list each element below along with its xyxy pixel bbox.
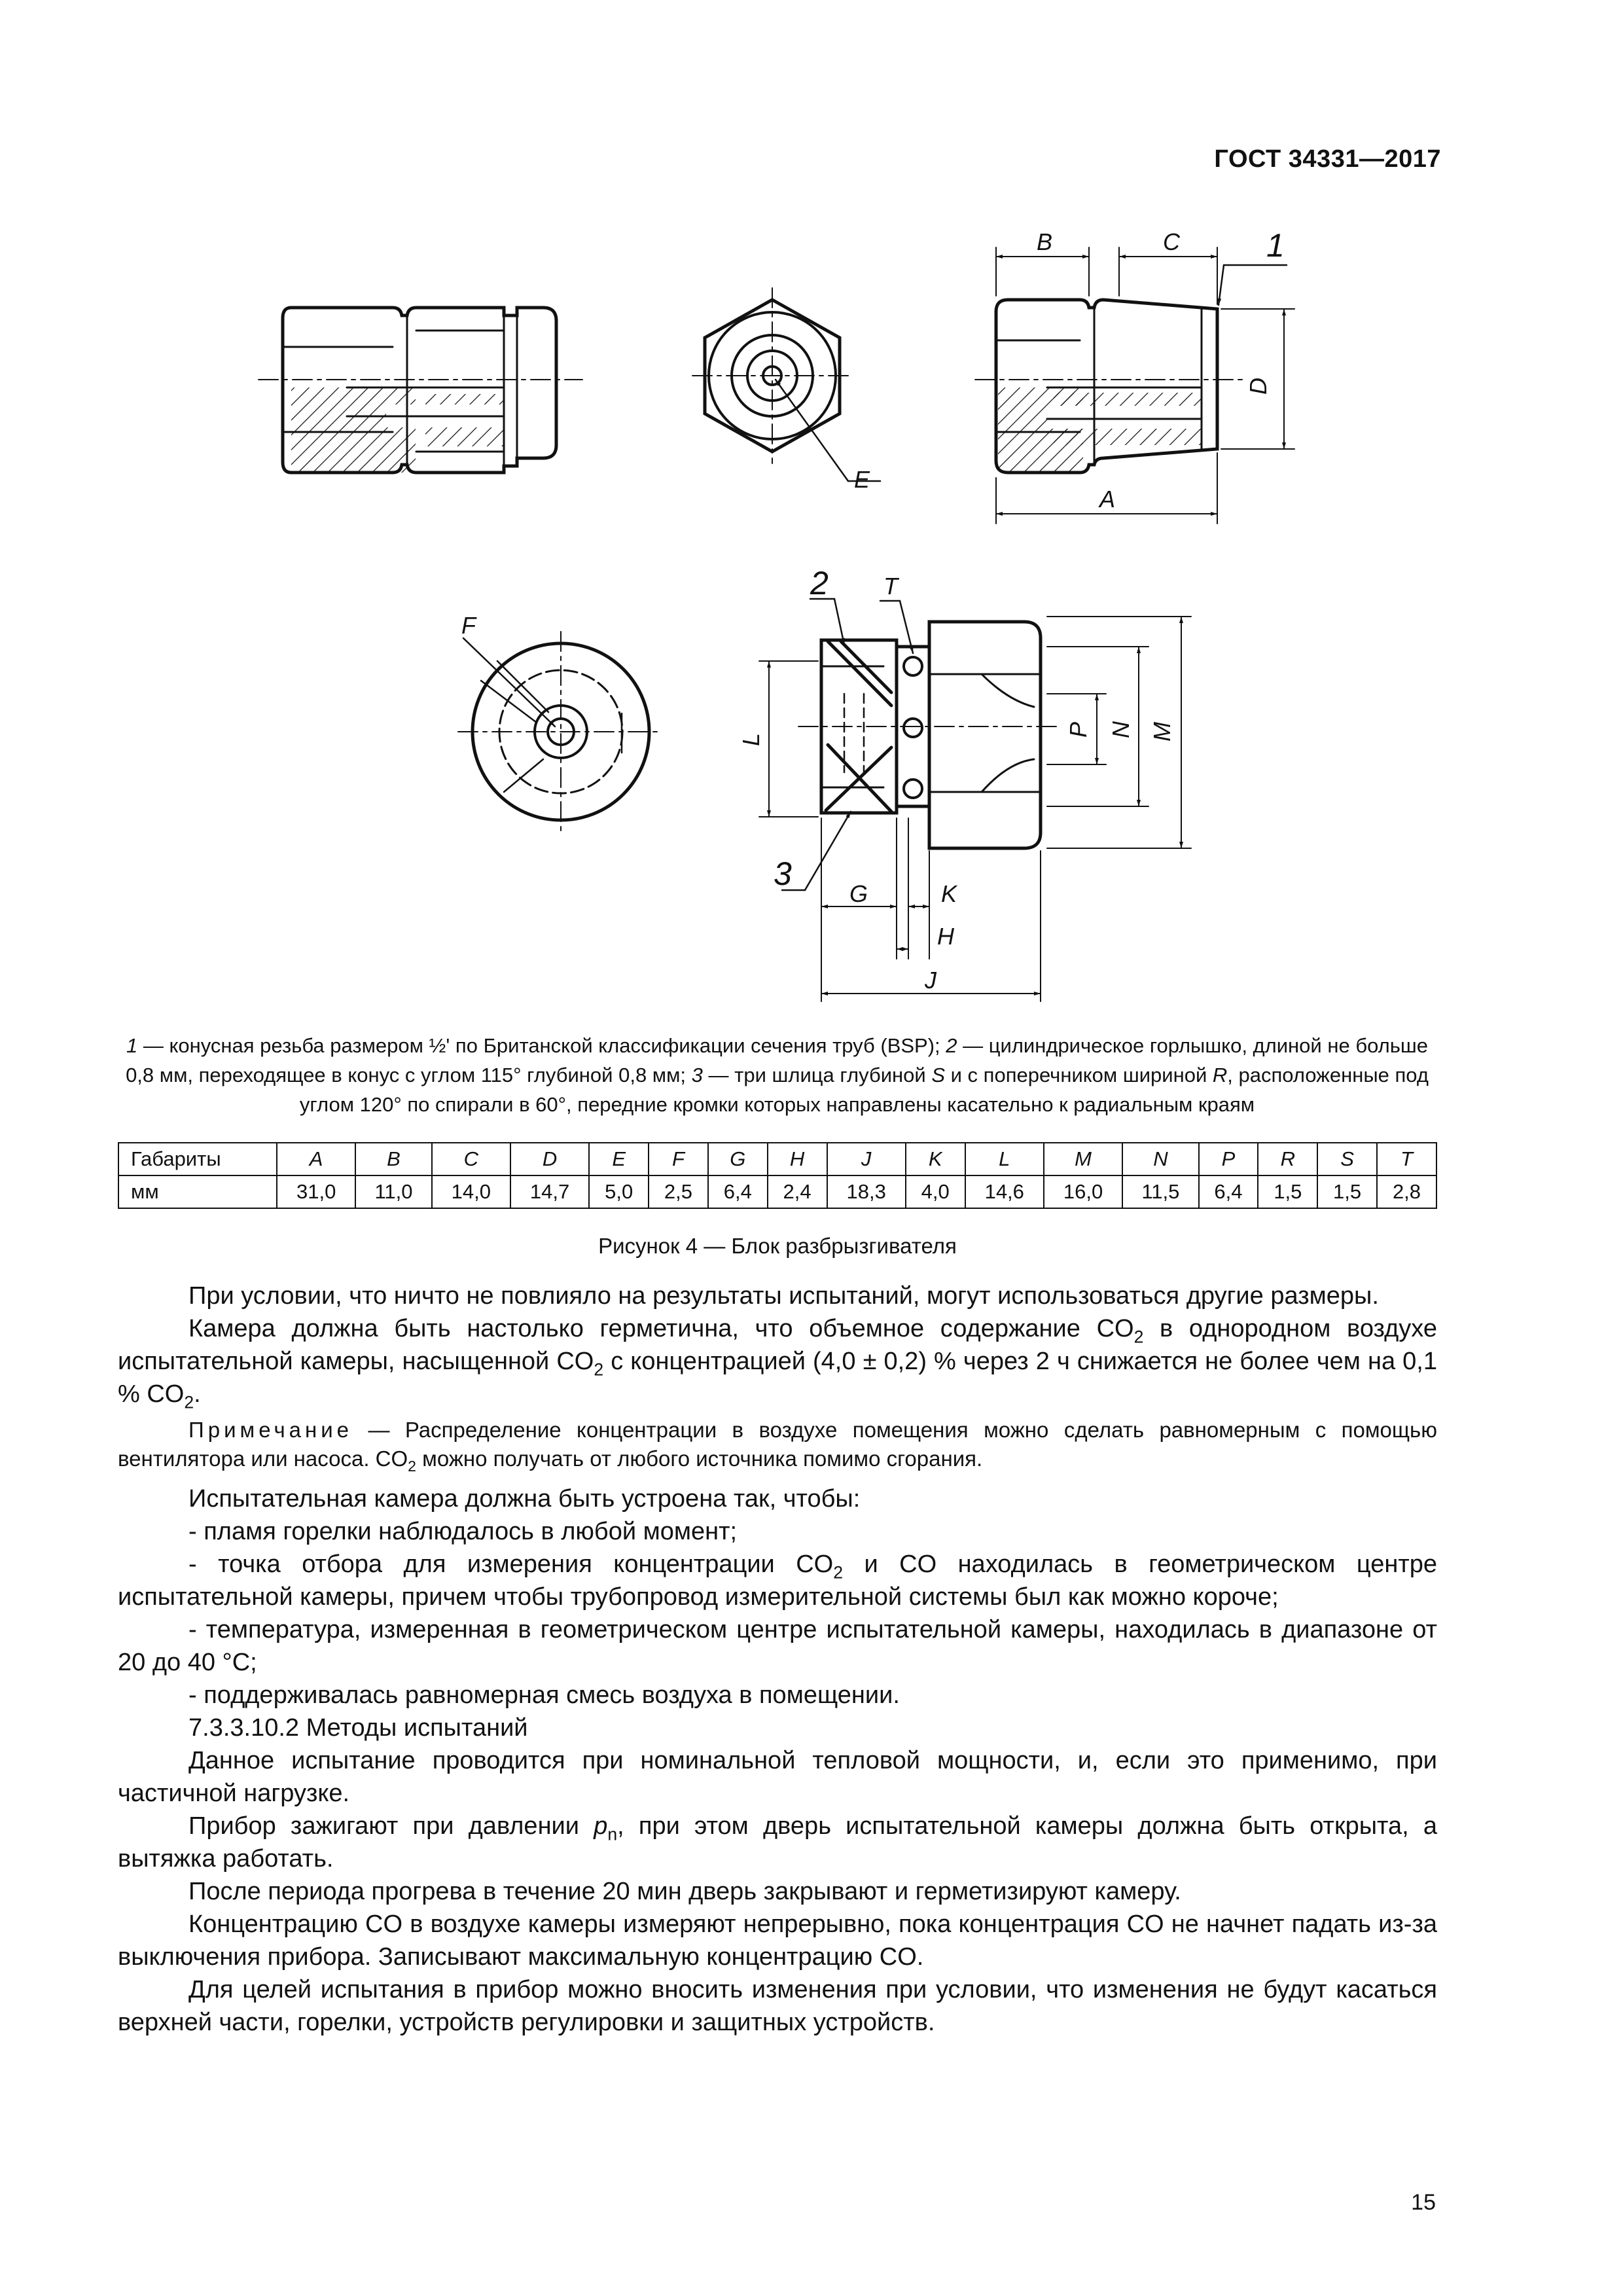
callout-1: 1 [1266,227,1285,264]
text-run: — Распределение концентрации в воздухе помещения можно сделать равномерным с помощью вентилятора или насоса. CO [118,1418,1437,1471]
document-header: ГОСТ 34331—2017 [1214,145,1441,173]
table-cell: 6,4 [1199,1175,1258,1208]
dim-label-j: J [925,967,936,994]
dim-label-b: B [1036,228,1053,255]
legend-num-3: 3 [691,1064,703,1086]
legend-text-3: — три шлица глубиной [702,1064,932,1086]
legend-text-5: , расположенные под углом 120° по спирали в 60°, передние кромки которых направлены касательно к радиальным краям [299,1064,1429,1116]
table-cell: M [1044,1143,1122,1175]
dim-label-d: D [1245,378,1272,395]
text-run: , при этом дверь испытательной камеры должна быть открыта, а вытяжка работать. [118,1812,1438,1873]
table-cell: 1,5 [1258,1175,1317,1208]
table-cell: F [649,1143,708,1175]
table-cell: 6,4 [708,1175,768,1208]
dim-label-l: L [738,732,764,747]
list-item [118,1548,1437,1613]
table-cell: 11,5 [1122,1175,1198,1208]
paragraph: Данное испытание проводится при номинальной тепловой мощности, и, если это применимо, при частичной нагрузке. [118,1747,1437,1807]
subscript: 2 [594,1359,604,1380]
table-cell: S [1317,1143,1377,1175]
list-item: - температура, измеренная в геометрическом центре испытательной камеры, находилась в диапазоне от 20 до 40 °C; [118,1616,1437,1676]
dim-label-c: C [1163,228,1180,255]
subscript: 2 [833,1562,844,1583]
subscript: 2 [408,1458,417,1475]
paragraph: Испытательная камера должна быть устроена так, чтобы: [188,1485,861,1513]
text-run: Прибор зажигают при давлении [188,1812,594,1840]
note-label: Примечание [188,1418,353,1442]
side-section-view [259,308,582,473]
text-run: - точка отбора для измерения концентрации CO [188,1551,834,1578]
table-cell: 14,7 [510,1175,589,1208]
table-row-values [118,1175,1436,1208]
legend-num-1: 1 [126,1034,138,1057]
table-cell: 1,5 [1317,1175,1377,1208]
table-cell: 2,4 [768,1175,827,1208]
paragraph [118,1810,1437,1875]
dimensions-table [118,1142,1437,1209]
dim-label-k: K [941,880,957,907]
text-run: в однородном воздухе испытательной камеры, насыщенной CO [118,1315,1437,1375]
table-cell: 4,0 [906,1175,965,1208]
sprinkler-side-view [759,599,1191,1001]
sprinkler-block-drawing [0,0,1623,1021]
paragraph: После периода прогрева в течение 20 мин дверь закрывают и герметизируют камеру. [188,1878,1181,1905]
table-cell-label: мм [118,1175,277,1208]
table-cell: 14,0 [432,1175,510,1208]
legend-text-4: и с поперечником шириной [945,1064,1213,1086]
dim-label-f: F [461,612,476,639]
text-run: с концентрацией (4,0 ± 0,2) % через 2 ч снижается не более чем на 0,1 % CO [118,1348,1437,1408]
text-run: Камера должна быть настолько герметична, что объемное содержание CO [188,1315,1134,1342]
table-cell: 14,6 [965,1175,1044,1208]
table-cell-label: Габариты [118,1143,277,1175]
paragraph: При условии, что ничто не повлияло на результаты испытаний, могут использоваться другие размеры. [188,1282,1379,1310]
dim-label-h: H [937,923,954,950]
text-run: . [194,1380,201,1408]
table-cell: B [355,1143,431,1175]
list-item: - поддерживалась равномерная смесь воздуха в помещении. [188,1681,900,1709]
table-cell: 16,0 [1044,1175,1122,1208]
legend-var-s: S [931,1064,946,1086]
figure-legend [118,1031,1436,1119]
table-row-letters [118,1143,1436,1175]
table-cell: K [906,1143,965,1175]
round-end-view [458,632,661,831]
table-cell: 11,0 [355,1175,431,1208]
legend-num-2: 2 [946,1034,957,1057]
note-paragraph [118,1416,1437,1473]
dim-label-t: T [883,573,898,600]
dim-label-m: M [1149,722,1175,742]
pressure-var: p [594,1812,608,1840]
dim-label-p: P [1065,721,1092,738]
dim-label-g: G [849,880,868,907]
subscript: 2 [1133,1327,1144,1347]
table-cell: H [768,1143,827,1175]
table-cell: 2,8 [1377,1175,1436,1208]
dim-label-a: A [1099,486,1116,512]
figure-title: Рисунок 4 — Блок разбрызгивателя [598,1234,957,1258]
callout-3: 3 [774,855,792,892]
dim-label-e: E [854,466,870,493]
table-cell: A [277,1143,355,1175]
paragraph [118,1312,1437,1410]
table-cell: 31,0 [277,1175,355,1208]
subscript: 2 [184,1392,194,1412]
table-cell: 18,3 [827,1175,906,1208]
text-run: можно получать от любого источника помимо сгорания. [416,1446,983,1471]
list-item: - пламя горелки наблюдалось в любой момент; [188,1518,738,1545]
table-cell: E [589,1143,649,1175]
table-cell: T [1377,1143,1436,1175]
page-number: 15 [1411,2190,1436,2215]
table-cell: R [1258,1143,1317,1175]
hex-end-view [692,288,880,481]
table-cell: C [432,1143,510,1175]
paragraph: Для целей испытания в прибор можно вносить изменения при условии, что изменения не будут касаться верхней части, горелки, устройств регулировки и защитных устройств. [118,1976,1437,2036]
legend-var-r: R [1212,1064,1228,1086]
table-cell: L [965,1143,1044,1175]
callout-2: 2 [810,565,829,601]
paragraph: Концентрацию CO в воздухе камеры измеряют непрерывно, пока концентрация CO не начнет падать из-за выключения прибора. Записывают максимальную концентрацию CO. [118,1910,1437,1971]
body-text [118,1280,1437,2039]
table-cell: 5,0 [589,1175,649,1208]
section-heading: 7.3.3.10.2 Методы испытаний [188,1714,528,1742]
table-cell: N [1122,1143,1198,1175]
legend-text-2: — цилиндрическое горлышко, длиной не больше 0,8 мм, переходящее в конус с углом 115° глубиной 0,8 мм; [126,1034,1428,1086]
table-cell: G [708,1143,768,1175]
table-cell: D [510,1143,589,1175]
legend-text-1: — конусная резьба размером ½' по Британской классификации сечения труб (BSP); [137,1034,946,1057]
subscript: n [607,1824,618,1844]
text-run: и CO находилась в геометрическом центре испытательной камеры, причем чтобы трубопровод измерительной системы был как можно короче; [118,1551,1437,1611]
table-cell: J [827,1143,906,1175]
table-cell: P [1199,1143,1258,1175]
dim-label-n: N [1107,721,1134,738]
table-cell: 2,5 [649,1175,708,1208]
